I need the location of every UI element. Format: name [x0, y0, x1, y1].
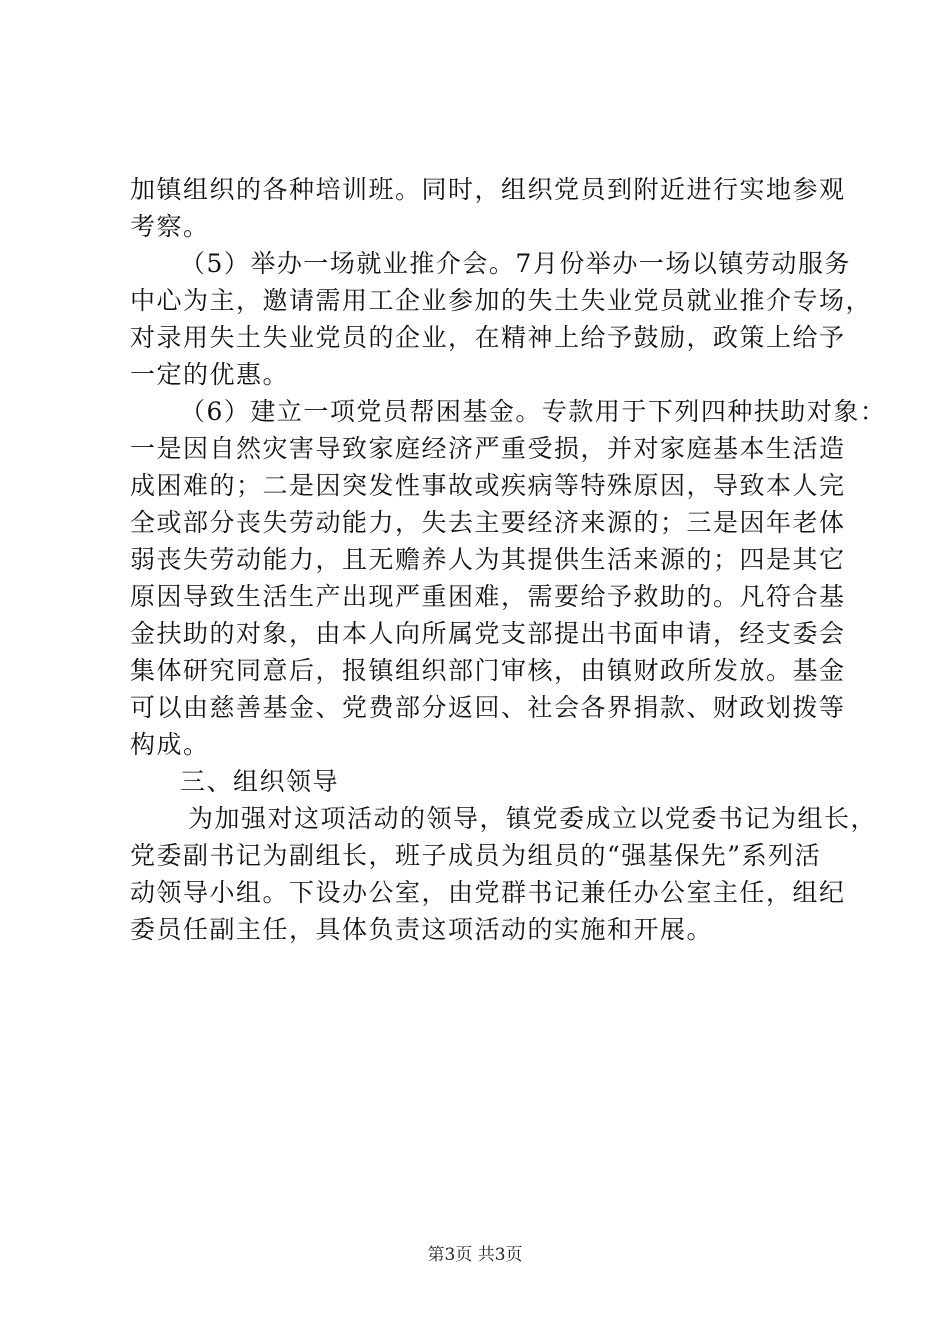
text-line: 构成。: [130, 730, 210, 759]
text-line: 对录用失土失业党员的企业，在精神上给予鼓励，政策上给予: [130, 323, 846, 352]
text-line: 委员任副主任，具体负责这项活动的实施和开展。: [130, 915, 714, 944]
text-line: 加镇组织的各种培训班。同时，组织党员到附近进行实地参观: [130, 175, 846, 204]
text-line: （6）建立一项党员帮困基金。专款用于下列四种扶助对象：: [180, 397, 887, 426]
text-line: 为加强对这项活动的领导，镇党委成立以党委书记为组长，: [188, 804, 878, 833]
text-line: 一定的优惠。: [130, 360, 290, 389]
text-line: 金扶助的对象，由本人向所属党支部提出书面申请，经支委会: [130, 619, 846, 648]
text-line: 弱丧失劳动能力，且无赡养人为其提供生活来源的；四是其它: [130, 545, 846, 574]
text-line: 集体研究同意后，报镇组织部门审核，由镇财政所发放。基金: [130, 656, 846, 685]
text-line: （5）举办一场就业推介会。7月份举办一场以镇劳动服务: [180, 249, 851, 278]
text-line: 党委副书记为副组长，班子成员为组员的“强基保先”系列活: [130, 841, 822, 870]
text-line: 成困难的；二是因突发性事故或疾病等特殊原因，导致本人完: [130, 471, 846, 500]
text-line: 全或部分丧失劳动能力，失去主要经济来源的；三是因年老体: [130, 508, 846, 537]
text-line: 考察。: [130, 212, 210, 241]
text-line: 原因导致生活生产出现严重困难，需要给予救助的。凡符合基: [130, 582, 846, 611]
text-line: 中心为主，邀请需用工企业参加的失土失业党员就业推介专场，: [130, 286, 873, 315]
document-body: [130, 171, 887, 948]
section-heading: 三、组织领导: [180, 767, 340, 796]
text-line: 可以由慈善基金、党费部分返回、社会各界捐款、财政划拨等: [130, 693, 846, 722]
text-line: 动领导小组。下设办公室，由党群书记兼任办公室主任，组纪: [130, 878, 846, 907]
page-number-footer: 第3页 共3页: [427, 1245, 523, 1265]
text-line: 一是因自然灾害导致家庭经济严重受损，并对家庭基本生活造: [130, 434, 846, 463]
